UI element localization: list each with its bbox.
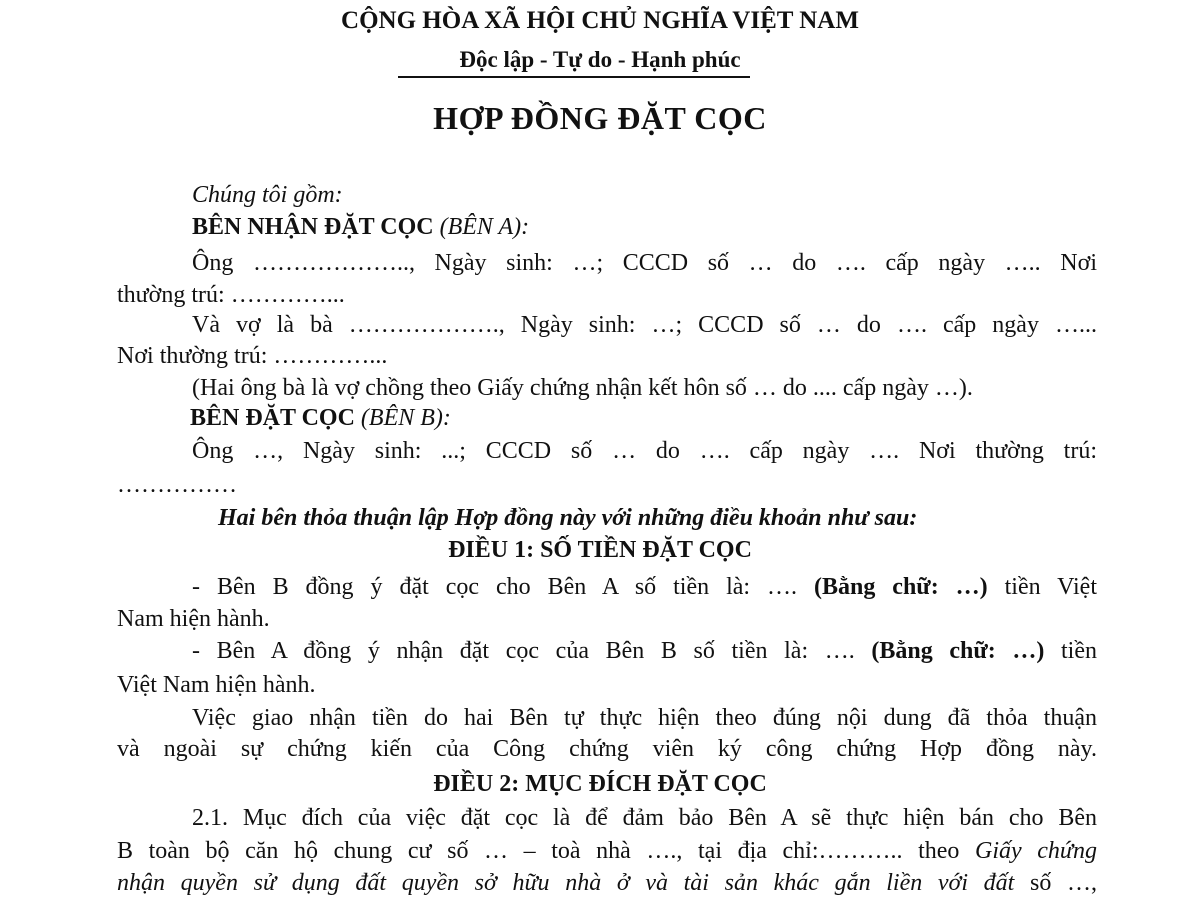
- party-b-label: (BÊN B):: [354, 405, 451, 431]
- article2-heading: ĐIỀU 2: MỤC ĐÍCH ĐẶT CỌC: [433, 771, 767, 797]
- party-a-label: (BÊN A):: [433, 214, 530, 240]
- motto: Độc lập - Tự do - Hạnh phúc: [459, 47, 741, 72]
- article1-p2-line2: Việt Nam hiện hành.: [117, 672, 316, 698]
- article1-p1-line1: [192, 572, 1097, 602]
- document-title: HỢP ĐỒNG ĐẶT CỌC: [433, 100, 767, 136]
- article1-p2-line1: [192, 636, 1097, 666]
- article2-p1-line3-end: số …,: [1014, 870, 1097, 896]
- article1-p1-start: - Bên B đồng ý đặt cọc cho Bên A số tiền là: ….: [192, 574, 814, 600]
- article1-p3-line1: Việc giao nhận tiền do hai Bên tự thực hiện theo đúng nội dung đã thỏa thuận: [192, 705, 1097, 731]
- article2-p1-line3: [117, 868, 1097, 898]
- party-b-line1: Ông …, Ngày sinh: ...; CCCD số … do …. cấp ngày …. Nơi thường trú:: [192, 438, 1097, 464]
- article2-p1-line2-italic: Giấy chứng: [975, 838, 1097, 864]
- party-b-heading-text: BÊN ĐẶT CỌC: [190, 405, 355, 431]
- article2-p1-line3-italic: nhận quyền sử dụng đất quyền sở hữu nhà ở và tài sản khác gắn liền với đất: [117, 870, 1015, 896]
- party-a-wife-line1: Và vợ là bà ………………., Ngày sinh: …; CCCD số … do …. cấp ngày …...: [192, 312, 1097, 338]
- agreement-intro: Hai bên thỏa thuận lập Hợp đồng này với những điều khoản như sau:: [218, 505, 918, 531]
- party-a-line1: Ông ……………….., Ngày sinh: …; CCCD số … do …. cấp ngày ….. Nơi: [192, 250, 1097, 276]
- parties-intro: Chúng tôi gồm:: [192, 182, 343, 208]
- party-a-line2: thường trú: …………...: [117, 282, 345, 308]
- party-a-heading: [192, 212, 529, 242]
- article1-p1-bold: (Bằng chữ: …): [814, 574, 988, 600]
- party-a-marriage: (Hai ông bà là vợ chồng theo Giấy chứng nhận kết hôn số … do .... cấp ngày …).: [192, 375, 973, 401]
- article2-p1-line2: [117, 836, 1097, 866]
- article1-p1-end: tiền Việt: [987, 574, 1098, 600]
- party-a-heading-text: BÊN NHẬN ĐẶT CỌC: [192, 214, 434, 240]
- article1-p2-start: - Bên A đồng ý nhận đặt cọc của Bên B số tiền là: ….: [192, 638, 872, 664]
- article1-p3-line2: và ngoài sự chứng kiến của Công chứng viên ký công chứng Hợp đồng này.: [117, 736, 1097, 762]
- article1-p2-end: tiền: [1044, 638, 1097, 664]
- article2-p1-line2-start: B toàn bộ căn hộ chung cư số … – toà nhà …., tại địa chỉ:……….. theo: [117, 838, 975, 864]
- article1-p1-line2: Nam hiện hành.: [117, 606, 270, 632]
- national-title: CỘNG HÒA XÃ HỘI CHỦ NGHĨA VIỆT NAM: [341, 7, 859, 34]
- article2-p1-line1: 2.1. Mục đích của việc đặt cọc là để đảm bảo Bên A sẽ thực hiện bán cho Bên: [192, 805, 1097, 831]
- party-b-heading: [190, 403, 451, 433]
- motto-underline: [398, 76, 750, 78]
- party-b-line2: ……………: [117, 472, 237, 498]
- article1-p2-bold: (Bằng chữ: …): [871, 638, 1045, 664]
- party-a-wife-line2: Nơi thường trú: …………...: [117, 343, 388, 369]
- article1-heading: ĐIỀU 1: SỐ TIỀN ĐẶT CỌC: [448, 537, 752, 563]
